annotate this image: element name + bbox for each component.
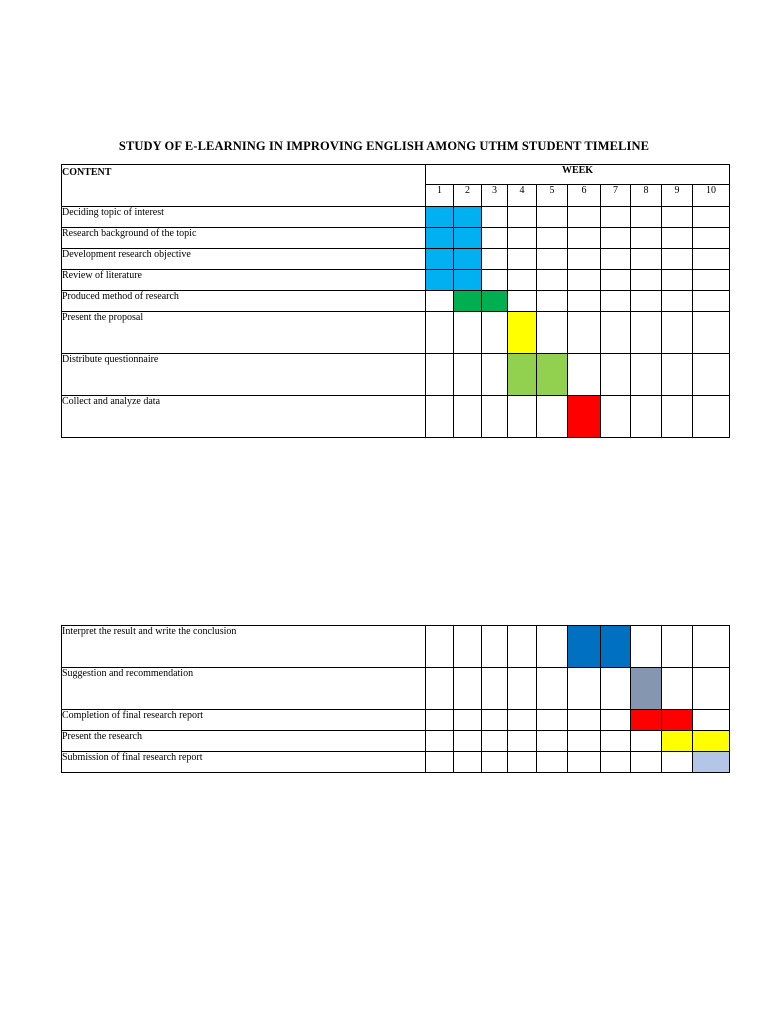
schedule-cell (662, 249, 693, 270)
schedule-cell (693, 710, 730, 731)
schedule-cell (601, 354, 631, 396)
schedule-cell (568, 228, 601, 249)
schedule-cell (693, 626, 730, 668)
schedule-cell (454, 752, 482, 773)
task-label: Deciding topic of interest (62, 207, 426, 228)
schedule-cell-filled (508, 354, 537, 396)
schedule-cell (426, 626, 454, 668)
schedule-cell (508, 228, 537, 249)
schedule-cell-filled (454, 207, 482, 228)
schedule-cell (537, 668, 568, 710)
schedule-cell (631, 626, 662, 668)
timeline-row (62, 710, 730, 731)
schedule-cell (631, 312, 662, 354)
schedule-cell (508, 291, 537, 312)
schedule-cell (426, 752, 454, 773)
schedule-cell (537, 710, 568, 731)
timeline-table-2 (61, 625, 730, 773)
week-number: 1 (426, 185, 454, 207)
timeline-row (62, 396, 730, 438)
schedule-cell-filled (693, 752, 730, 773)
task-label: Present the proposal (62, 312, 426, 354)
schedule-cell (631, 249, 662, 270)
schedule-cell (426, 731, 454, 752)
schedule-cell (454, 710, 482, 731)
schedule-cell (568, 752, 601, 773)
schedule-cell (482, 396, 508, 438)
schedule-cell (693, 354, 730, 396)
schedule-cell-filled (631, 668, 662, 710)
schedule-cell (508, 396, 537, 438)
schedule-cell (537, 396, 568, 438)
schedule-cell (482, 270, 508, 291)
schedule-cell (662, 752, 693, 773)
schedule-cell-filled (693, 731, 730, 752)
schedule-cell (568, 710, 601, 731)
schedule-cell (693, 249, 730, 270)
task-label: Submission of final research report (62, 752, 426, 773)
schedule-cell-filled (482, 291, 508, 312)
timeline-row (62, 626, 730, 668)
schedule-cell (454, 354, 482, 396)
schedule-cell-filled (508, 312, 537, 354)
task-label: Development research objective (62, 249, 426, 270)
schedule-cell (568, 207, 601, 228)
schedule-cell (601, 396, 631, 438)
schedule-cell (426, 312, 454, 354)
schedule-cell (508, 752, 537, 773)
timeline-row (62, 354, 730, 396)
schedule-cell (662, 312, 693, 354)
schedule-cell-filled (537, 354, 568, 396)
task-label: Review of literature (62, 270, 426, 291)
schedule-cell (454, 396, 482, 438)
schedule-cell (537, 228, 568, 249)
timeline-row (62, 270, 730, 291)
schedule-cell (693, 291, 730, 312)
schedule-cell (482, 354, 508, 396)
schedule-cell (631, 270, 662, 291)
schedule-cell (568, 249, 601, 270)
schedule-cell-filled (568, 396, 601, 438)
schedule-cell (662, 626, 693, 668)
week-number: 4 (508, 185, 537, 207)
schedule-cell (537, 752, 568, 773)
schedule-cell (662, 668, 693, 710)
schedule-cell-filled (454, 291, 482, 312)
schedule-cell (568, 312, 601, 354)
schedule-cell (693, 396, 730, 438)
schedule-cell (426, 668, 454, 710)
schedule-cell (537, 626, 568, 668)
week-number: 9 (662, 185, 693, 207)
schedule-cell (631, 752, 662, 773)
task-label: Research background of the topic (62, 228, 426, 249)
schedule-cell (454, 626, 482, 668)
schedule-cell-filled (601, 626, 631, 668)
timeline-row (62, 249, 730, 270)
schedule-cell (601, 207, 631, 228)
timeline-row (62, 207, 730, 228)
schedule-cell (601, 312, 631, 354)
schedule-cell (601, 710, 631, 731)
schedule-cell (662, 228, 693, 249)
schedule-cell (482, 710, 508, 731)
schedule-cell (454, 312, 482, 354)
schedule-cell-filled (662, 710, 693, 731)
timeline-table-1 (61, 164, 730, 438)
schedule-cell-filled (426, 228, 454, 249)
schedule-cell (662, 207, 693, 228)
schedule-cell (631, 291, 662, 312)
schedule-cell (601, 731, 631, 752)
schedule-cell (482, 228, 508, 249)
timeline-row (62, 228, 730, 249)
schedule-cell-filled (662, 731, 693, 752)
schedule-cell (482, 207, 508, 228)
schedule-cell (508, 710, 537, 731)
schedule-cell (568, 291, 601, 312)
schedule-cell-filled (631, 710, 662, 731)
schedule-cell (662, 291, 693, 312)
schedule-cell (601, 752, 631, 773)
schedule-cell (537, 731, 568, 752)
document-title: STUDY OF E-LEARNING IN IMPROVING ENGLISH AMONG UTHM STUDENT TIMELINE (118, 139, 650, 153)
schedule-cell (426, 354, 454, 396)
schedule-cell (537, 207, 568, 228)
timeline-row (62, 731, 730, 752)
timeline-row (62, 291, 730, 312)
timeline-row (62, 752, 730, 773)
schedule-cell (662, 396, 693, 438)
week-number: 7 (601, 185, 631, 207)
schedule-cell (508, 249, 537, 270)
schedule-cell (601, 668, 631, 710)
schedule-cell (693, 207, 730, 228)
week-number: 5 (537, 185, 568, 207)
schedule-cell (537, 270, 568, 291)
schedule-cell (508, 731, 537, 752)
schedule-cell-filled (454, 228, 482, 249)
schedule-cell (631, 396, 662, 438)
schedule-cell (693, 668, 730, 710)
timeline-row (62, 668, 730, 710)
schedule-cell (631, 731, 662, 752)
task-label: Completion of final research report (62, 710, 426, 731)
week-header: WEEK (426, 165, 730, 185)
schedule-cell-filled (454, 249, 482, 270)
schedule-cell (454, 668, 482, 710)
schedule-cell (426, 396, 454, 438)
schedule-cell (454, 731, 482, 752)
schedule-cell-filled (426, 207, 454, 228)
schedule-cell (508, 270, 537, 291)
task-label: Distribute questionnaire (62, 354, 426, 396)
schedule-cell-filled (568, 626, 601, 668)
schedule-cell (662, 270, 693, 291)
schedule-cell (482, 731, 508, 752)
schedule-cell-filled (426, 249, 454, 270)
schedule-cell (426, 291, 454, 312)
week-number: 3 (482, 185, 508, 207)
schedule-cell (693, 312, 730, 354)
schedule-cell (482, 752, 508, 773)
week-number: 6 (568, 185, 601, 207)
schedule-cell (482, 668, 508, 710)
task-label: Suggestion and recommendation (62, 668, 426, 710)
schedule-cell (482, 626, 508, 668)
schedule-cell (482, 312, 508, 354)
schedule-cell (631, 354, 662, 396)
task-label: Interpret the result and write the conclusion (62, 626, 426, 668)
schedule-cell (568, 270, 601, 291)
schedule-cell (482, 249, 508, 270)
schedule-cell (631, 228, 662, 249)
task-label: Produced method of research (62, 291, 426, 312)
task-label: Collect and analyze data (62, 396, 426, 438)
schedule-cell (537, 291, 568, 312)
schedule-cell-filled (454, 270, 482, 291)
schedule-cell (568, 731, 601, 752)
schedule-cell (568, 668, 601, 710)
task-label: Present the research (62, 731, 426, 752)
timeline-row (62, 312, 730, 354)
content-header: CONTENT (62, 165, 426, 207)
week-number: 2 (454, 185, 482, 207)
schedule-cell (508, 207, 537, 228)
schedule-cell (693, 228, 730, 249)
schedule-cell (601, 291, 631, 312)
schedule-cell-filled (426, 270, 454, 291)
schedule-cell (601, 228, 631, 249)
schedule-cell (537, 312, 568, 354)
schedule-cell (537, 249, 568, 270)
schedule-cell (568, 354, 601, 396)
schedule-cell (601, 270, 631, 291)
schedule-cell (662, 354, 693, 396)
week-number: 10 (693, 185, 730, 207)
schedule-cell (508, 668, 537, 710)
schedule-cell (601, 249, 631, 270)
schedule-cell (631, 207, 662, 228)
week-number: 8 (631, 185, 662, 207)
schedule-cell (426, 710, 454, 731)
schedule-cell (508, 626, 537, 668)
schedule-cell (693, 270, 730, 291)
